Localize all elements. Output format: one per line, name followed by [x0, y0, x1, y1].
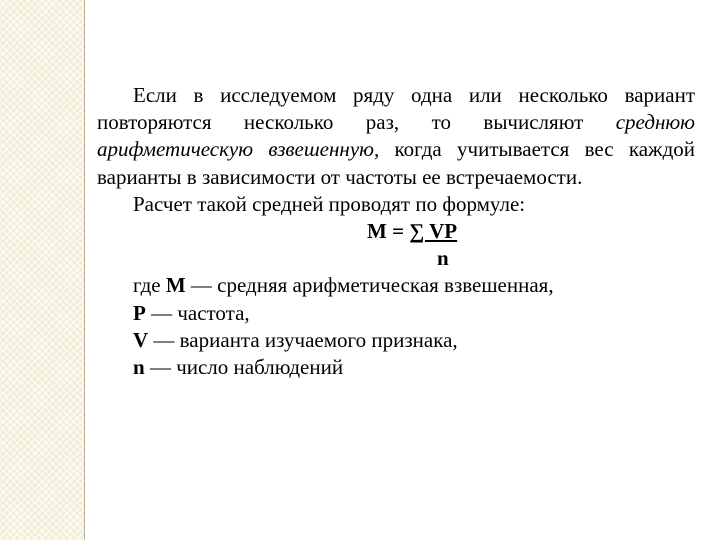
formula-lhs: M = — [367, 219, 410, 244]
formula-numerator: ∑ VP — [409, 219, 458, 244]
intro-paragraph — [97, 82, 695, 191]
legend-symbol: n — [133, 355, 145, 380]
legend-item-m — [97, 272, 695, 299]
legend-symbol: M — [165, 273, 186, 298]
legend-text: — варианта изучаемого признака, — [148, 327, 458, 352]
legend-item-p — [97, 300, 695, 327]
formula-line — [97, 218, 695, 245]
legend-text: — частота, — [145, 300, 250, 325]
intro-text-part2: когда учитывается вес каждой варианты в зависимости от частоты ее встречаемости. — [97, 137, 695, 189]
intro-term: среднюю арифметическую взвешенную, — [97, 110, 695, 162]
legend-symbol: P — [133, 300, 146, 325]
legend-item-v — [97, 327, 695, 354]
legend-item-n — [97, 354, 695, 381]
legend-text: — средняя арифметическая взвешенная, — [185, 273, 554, 298]
legend-symbol: V — [133, 327, 149, 352]
legend-text: — число наблюдений — [144, 355, 344, 380]
formula-intro: Расчет такой средней проводят по формуле: — [133, 191, 526, 216]
side-strip-border — [84, 0, 85, 540]
decorative-side-strip — [0, 0, 84, 540]
legend-prefix: где — [133, 273, 166, 298]
slide-content — [97, 82, 695, 381]
formula-denominator: n — [437, 246, 449, 271]
intro-text-part1: Если в исследуемом ряду одна или несколько вариант повторяются несколько раз, то вычисляют — [97, 83, 695, 135]
